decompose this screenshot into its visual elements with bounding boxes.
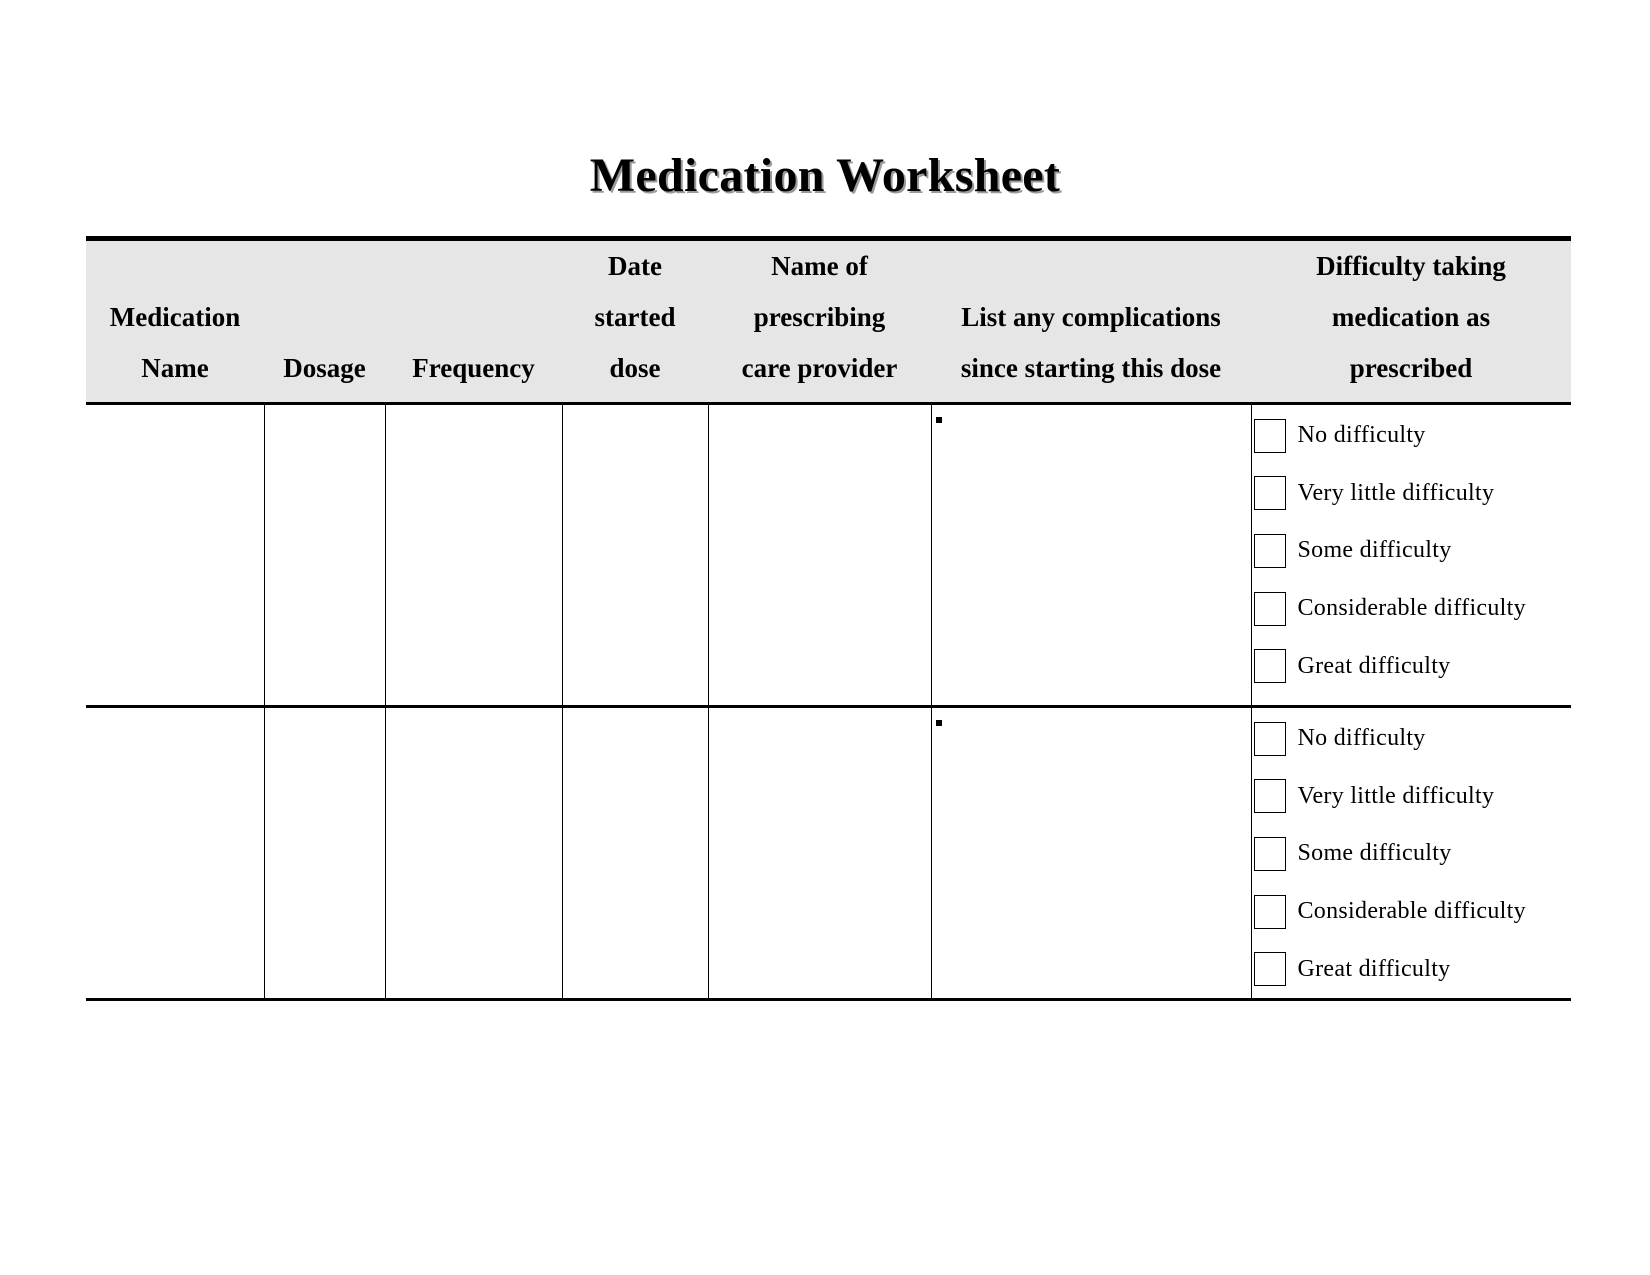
- difficulty-option[interactable]: [1254, 580, 1572, 638]
- header-line: care provider: [741, 353, 898, 383]
- dosage-cell[interactable]: [264, 707, 385, 1000]
- header-dosage: [264, 239, 385, 404]
- medication-table: [86, 236, 1571, 1001]
- difficulty-option[interactable]: [1254, 637, 1572, 695]
- checkbox[interactable]: [1254, 895, 1286, 929]
- header-line: Name: [141, 353, 209, 383]
- bullet-icon: [936, 417, 942, 423]
- difficulty-options: [1252, 405, 1572, 695]
- difficulty-option-label: No difficulty: [1297, 422, 1426, 449]
- difficulty-cell: [1251, 404, 1571, 707]
- frequency-cell[interactable]: [385, 404, 562, 707]
- header-complications: [931, 239, 1251, 404]
- header-line: Medication: [109, 302, 241, 332]
- header-medication-name: [86, 239, 264, 404]
- complications-cell[interactable]: [931, 404, 1251, 707]
- header-care-provider: [708, 239, 931, 404]
- page-title: Medication Worksheet: [589, 149, 1061, 202]
- header-line: List any complications: [961, 302, 1221, 332]
- checkbox[interactable]: [1254, 419, 1286, 453]
- difficulty-option-label: Great difficulty: [1297, 955, 1451, 982]
- difficulty-option-label: Some difficulty: [1297, 840, 1452, 867]
- bullet-icon: [936, 720, 942, 726]
- difficulty-option-label: Very little difficulty: [1297, 782, 1495, 809]
- header-line: Dosage: [283, 353, 366, 383]
- header-frequency: [385, 239, 562, 404]
- medication-name-cell[interactable]: [86, 404, 264, 707]
- difficulty-option[interactable]: [1254, 940, 1572, 998]
- header-line: since starting this dose: [960, 353, 1222, 383]
- dosage-cell[interactable]: [264, 404, 385, 707]
- date-started-cell[interactable]: [562, 404, 708, 707]
- medication-name-cell[interactable]: [86, 707, 264, 1000]
- header-line: started: [594, 302, 676, 332]
- complications-cell[interactable]: [931, 707, 1251, 1000]
- header-row: [86, 239, 1571, 404]
- difficulty-option[interactable]: [1254, 710, 1572, 768]
- difficulty-option-label: Considerable difficulty: [1297, 898, 1526, 925]
- header-line: dose: [609, 353, 661, 383]
- difficulty-option[interactable]: [1254, 768, 1572, 826]
- difficulty-option-label: Some difficulty: [1297, 537, 1452, 564]
- header-difficulty: [1251, 239, 1571, 404]
- table-row: [86, 707, 1571, 1000]
- checkbox[interactable]: [1254, 649, 1286, 683]
- difficulty-option-label: Considerable difficulty: [1297, 595, 1526, 622]
- care-provider-cell[interactable]: [708, 404, 931, 707]
- table-row: [86, 404, 1571, 707]
- header-line: Frequency: [412, 353, 535, 383]
- care-provider-cell[interactable]: [708, 707, 931, 1000]
- header-line: Name of: [771, 251, 868, 281]
- difficulty-option[interactable]: [1254, 407, 1572, 465]
- checkbox[interactable]: [1254, 837, 1286, 871]
- header-line: prescribed: [1349, 353, 1473, 383]
- header-date-started: [562, 239, 708, 404]
- checkbox[interactable]: [1254, 952, 1286, 986]
- checkbox[interactable]: [1254, 779, 1286, 813]
- difficulty-cell: [1251, 707, 1571, 1000]
- checkbox[interactable]: [1254, 722, 1286, 756]
- header-line: Difficulty taking: [1316, 251, 1506, 281]
- header-line: medication as: [1331, 302, 1491, 332]
- header-line: Date: [608, 251, 662, 281]
- difficulty-option-label: Great difficulty: [1297, 652, 1451, 679]
- difficulty-option[interactable]: [1254, 825, 1572, 883]
- date-started-cell[interactable]: [562, 707, 708, 1000]
- difficulty-option[interactable]: [1254, 522, 1572, 580]
- difficulty-option-label: No difficulty: [1297, 725, 1426, 752]
- checkbox[interactable]: [1254, 592, 1286, 626]
- checkbox[interactable]: [1254, 476, 1286, 510]
- checkbox[interactable]: [1254, 534, 1286, 568]
- difficulty-option-label: Very little difficulty: [1297, 479, 1495, 506]
- frequency-cell[interactable]: [385, 707, 562, 1000]
- difficulty-option[interactable]: [1254, 465, 1572, 523]
- header-line: prescribing: [753, 302, 886, 332]
- difficulty-option[interactable]: [1254, 883, 1572, 941]
- difficulty-options: [1252, 708, 1572, 998]
